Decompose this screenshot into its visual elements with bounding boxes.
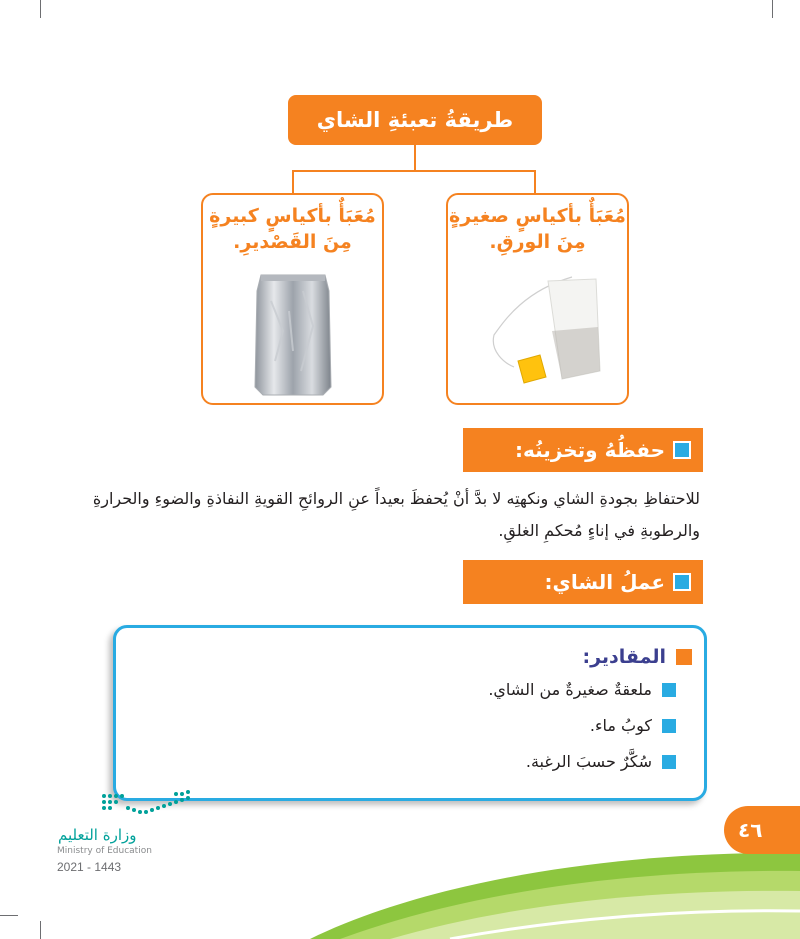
card-text-line: مِنَ القَصْديرِ. [233, 231, 352, 253]
storage-heading-text: حفظُهُ وتخزينُه: [515, 438, 665, 462]
ministry-name-english: Ministry of Education [57, 846, 152, 856]
square-bullet-icon [673, 573, 691, 591]
tree-connector [292, 170, 294, 194]
list-item-text: سُكَّرٌ حسبَ الرغبة. [525, 752, 652, 771]
crop-mark [772, 0, 773, 18]
page-number: ٤٦ [724, 806, 800, 854]
crop-mark [0, 915, 18, 916]
square-bullet-icon [676, 649, 692, 665]
storage-line-2: والرطوبةِ في إناءٍ مُحكمِ الغلقِ. [498, 521, 700, 540]
square-bullet-icon [662, 719, 676, 733]
ministry-logo-icon [100, 790, 192, 820]
tree-connector [292, 170, 536, 172]
card-text-line: مِنَ الورقِ. [489, 231, 586, 253]
storage-line-1: للاحتفاظِ بجودةِ الشاي ونكهتِه لا بدَّ أنْ يُحفظَ بعيداً عنِ الروائحِ القويةِ النفاذةِ والضوءِ والحرارةِ [92, 489, 700, 508]
list-item [488, 680, 676, 699]
foil-bag-card [201, 193, 384, 405]
ingredients-box [113, 625, 707, 801]
page-title: طريقةُ تعبئةِ الشاي [288, 95, 542, 145]
tea-bag-card [446, 193, 629, 405]
green-swoosh-decoration [300, 845, 800, 939]
crop-mark [40, 921, 41, 939]
ministry-year: 2021 - 1443 [57, 860, 122, 874]
ministry-name-arabic: وزارة التعليم [58, 826, 137, 844]
tree-connector [414, 145, 416, 171]
square-bullet-icon [662, 683, 676, 697]
square-bullet-icon [673, 441, 691, 459]
square-bullet-icon [662, 755, 676, 769]
list-item [526, 752, 676, 771]
list-item [590, 716, 676, 735]
foil-bag-image [253, 271, 333, 399]
ingredients-title-text: المقادير: [582, 646, 666, 668]
storage-heading [463, 428, 703, 472]
ingredients-title [583, 646, 693, 668]
crop-mark [40, 0, 41, 18]
card-text-line: مُعَبَأٌ بأكياسٍ صغيرةٍ [449, 205, 626, 227]
card-text-line: مُعَبَأٌ بأكياسٍ كبيرةٍ [209, 205, 376, 227]
tree-connector [534, 170, 536, 194]
list-item-text: ملعقةٌ صغيرةٌ من الشاي. [488, 680, 652, 699]
making-heading-text: عملُ الشاي: [544, 570, 665, 594]
tea-bag-image [484, 271, 614, 399]
making-heading [463, 560, 703, 604]
list-item-text: كوبُ ماء. [589, 716, 652, 735]
